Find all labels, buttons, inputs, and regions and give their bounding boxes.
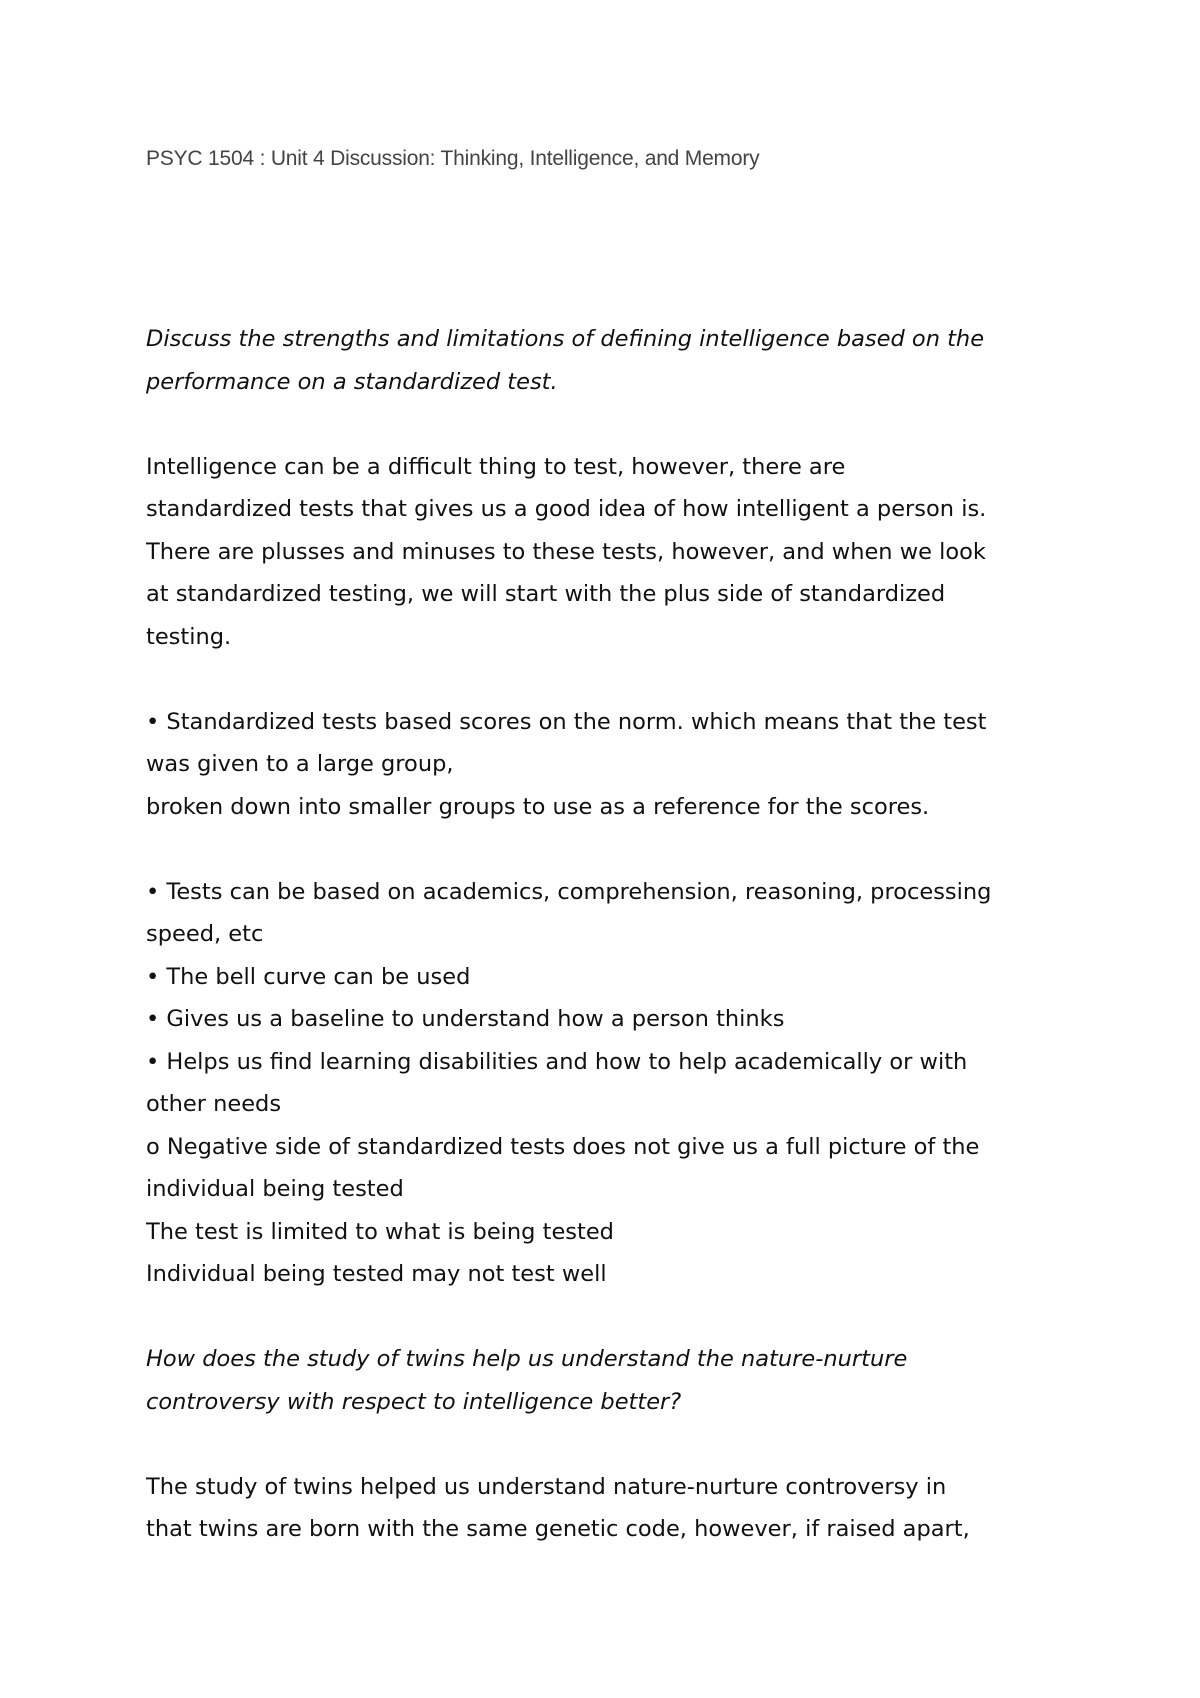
document-body	[146, 318, 1076, 1551]
text-line: • Helps us find learning disabilities and how to help academically or with	[146, 1048, 968, 1075]
text-line: individual being tested	[146, 1176, 404, 1202]
answer-1-intro	[146, 446, 1076, 659]
question-2	[146, 1338, 1076, 1423]
text-line: Individual being tested may not test well	[146, 1261, 607, 1287]
text-line: How does the study of twins help us understand the nature-nurture	[146, 1346, 908, 1372]
paragraph-gap	[146, 1423, 1076, 1466]
paragraph-gap	[146, 403, 1076, 446]
text-line: speed, etc	[146, 921, 264, 947]
text-line: testing.	[146, 623, 232, 650]
text-line: that twins are born with the same genetic code, however, if raised apart,	[146, 1516, 970, 1542]
bullet-norm	[146, 701, 1076, 829]
paragraph-gap	[146, 658, 1076, 701]
text-line: • Standardized tests based scores on the norm. which means that the test	[146, 708, 987, 735]
answer-2	[146, 1466, 1076, 1551]
question-1	[146, 318, 1076, 403]
text-line: was given to a large group,	[146, 751, 454, 777]
text-line: The test is limited to what is being tested	[146, 1218, 614, 1245]
text-line: Intelligence can be a difficult thing to test, however, there are	[146, 453, 846, 480]
text-line: • Gives us a baseline to understand how a person thinks	[146, 1006, 785, 1032]
text-line: broken down into smaller groups to use as a reference for the scores.	[146, 793, 930, 820]
text-line: o Negative side of standardized tests does not give us a full picture of the	[146, 1133, 980, 1160]
bullet-list	[146, 871, 1076, 1296]
text-line: The study of twins helped us understand nature-nurture controversy in	[146, 1473, 947, 1500]
text-line: controversy with respect to intelligence better?	[146, 1388, 682, 1415]
text-line: other needs	[146, 1091, 282, 1117]
text-line: • Tests can be based on academics, comprehension, reasoning, processing	[146, 878, 992, 905]
text-line: performance on a standardized test.	[146, 368, 558, 395]
document-header: PSYC 1504 : Unit 4 Discussion: Thinking, Intelligence, and Memory	[146, 147, 760, 170]
text-line: at standardized testing, we will start with the plus side of standardized	[146, 581, 946, 607]
paragraph-gap	[146, 1296, 1076, 1339]
text-line: standardized tests that gives us a good idea of how intelligent a person is.	[146, 496, 987, 522]
paragraph-gap	[146, 828, 1076, 871]
text-line: • The bell curve can be used	[146, 963, 471, 990]
text-line: Discuss the strengths and limitations of defining intelligence based on the	[146, 326, 985, 352]
text-line: There are plusses and minuses to these tests, however, and when we look	[146, 538, 986, 565]
